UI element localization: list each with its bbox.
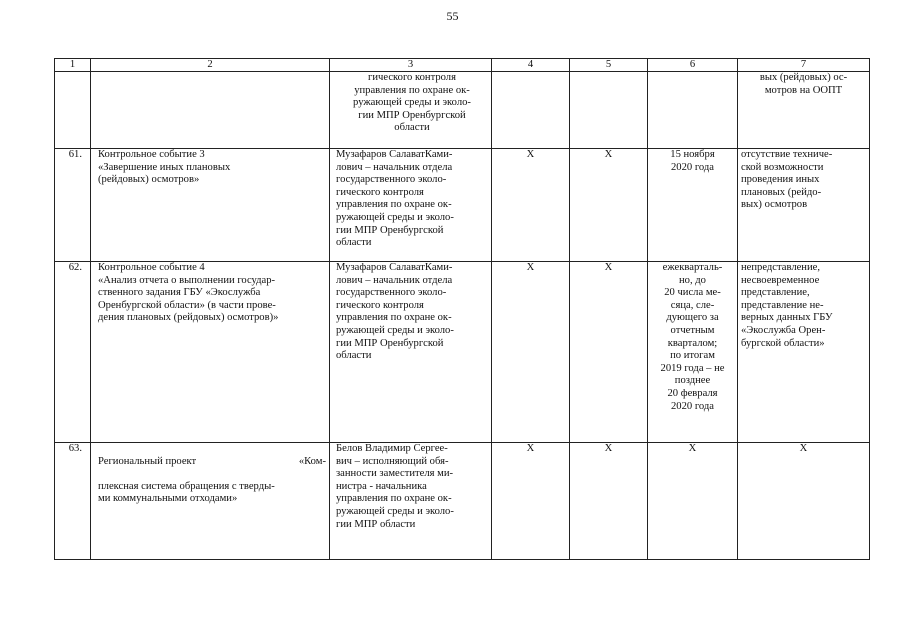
header-cell-1: 1 (55, 59, 91, 72)
col4-cell: Х (492, 149, 570, 262)
page-number: 55 (446, 9, 459, 23)
header-cell-3: 3 (330, 59, 492, 72)
responsible-cell: Белов Владимир Сергее- вич – исполняющий обя- занности заместителя ми- нистра - начальника управления по охране ок- ружающей среды и эколо- гии МПР области (330, 443, 492, 560)
risk-cell: Х (738, 443, 870, 560)
table-row-62 (55, 262, 870, 443)
table-row-continuation (55, 72, 870, 149)
deadline-cell: 15 ноября 2020 года (648, 149, 738, 262)
item-first-line-left: Региональный проект (98, 455, 197, 467)
plan-table (54, 58, 870, 560)
item-cell: Контрольное событие 3 «Завершение иных плановых (рейдовых) осмотров» (91, 149, 330, 262)
risk-cell: отсутствие техниче- ской возможности проведения иных плановых (рейдо- вых) осмотров (738, 149, 870, 262)
table-row-61 (55, 149, 870, 262)
item-first-line-right: «Ком- (298, 455, 326, 467)
item-cell: Контрольное событие 4 «Анализ отчета о выполнении государ- ственного задания ГБУ «Экослужба Оренбургской области» (в части прове- дения плановых (рейдовых) осмотров)» (91, 262, 330, 443)
col5-cell (570, 72, 648, 149)
item-cell (91, 443, 330, 560)
header-cell-5: 5 (570, 59, 648, 72)
col4-cell (492, 72, 570, 149)
header-cell-6: 6 (648, 59, 738, 72)
risk-cell: вых (рейдовых) ос- мотров на ООПТ (738, 72, 870, 149)
header-cell-4: 4 (492, 59, 570, 72)
deadline-cell (648, 72, 738, 149)
header-cell-7: 7 (738, 59, 870, 72)
deadline-cell: Х (648, 443, 738, 560)
row-number-cell: 62. (55, 262, 91, 443)
row-number-cell: 63. (55, 443, 91, 560)
row-number-cell (55, 72, 91, 149)
col4-cell: Х (492, 443, 570, 560)
col5-cell: Х (570, 149, 648, 262)
col5-cell: Х (570, 262, 648, 443)
responsible-cell: Музафаров СалаватКами- лович – начальник отдела государственного эколо- гического контроля управления по охране ок- ружающей среды и эколо- гии МПР Оренбургской области (330, 262, 492, 443)
item-cell (91, 72, 330, 149)
row-number-cell: 61. (55, 149, 91, 262)
deadline-cell: ежекварталь- но, до 20 числа ме- сяца, сле- дующего за отчетным кварталом; по итогам 2019 года – не позднее 20 февраля 2020 года (648, 262, 738, 443)
header-cell-2: 2 (91, 59, 330, 72)
col5-cell: Х (570, 443, 648, 560)
table-row-63 (55, 443, 870, 560)
responsible-cell: Музафаров СалаватКами- лович – начальник отдела государственного эколо- гического контроля управления по охране ок- ружающей среды и эколо- гии МПР Оренбургской области (330, 149, 492, 262)
table-header-row (55, 59, 870, 72)
item-rest: плексная система обращения с тверды- ми коммунальными отходами» (98, 480, 275, 505)
responsible-cell: гического контроля управления по охране ок- ружающей среды и эколо- гии МПР Оренбургской области (330, 72, 492, 149)
risk-cell: непредставление, несвоевременное представление, представление не- верных данных ГБУ «Экослужба Орен- бургской области» (738, 262, 870, 443)
col4-cell: Х (492, 262, 570, 443)
item-first-line (98, 456, 326, 469)
